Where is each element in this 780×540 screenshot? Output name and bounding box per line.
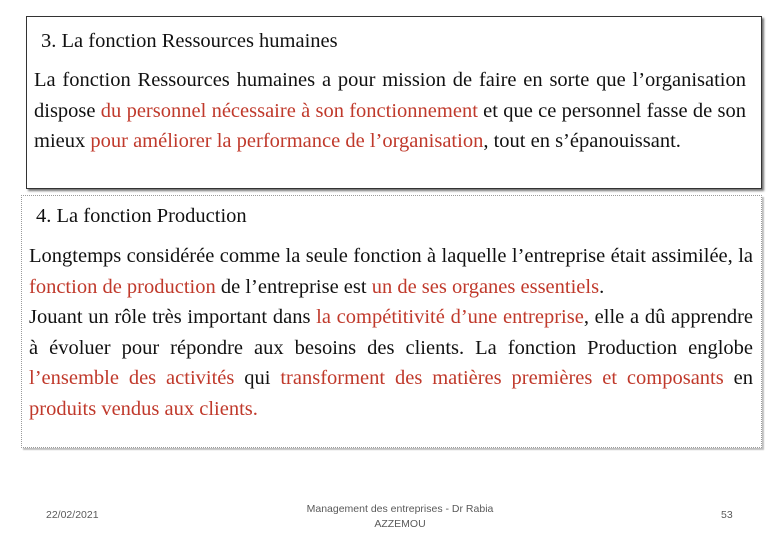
section-4-paragraph-2 [29,302,753,424]
highlighted-text: fonction de production [29,275,216,298]
text-segment: , elle a dû apprendre à évoluer pour répondre aux besoins des clients. La fonction Production englobe [29,306,753,359]
footer-date: 22/02/2021 [46,509,99,521]
text-segment: et que ce personnel fasse de son mieux [34,99,746,152]
highlighted-text: l’ensemble des activités [29,367,235,389]
section-3-paragraph [34,65,746,157]
text-segment: en [723,367,753,389]
text-segment: Jouant un rôle très important dans [29,306,317,328]
section-3-box [26,16,762,189]
text-segment: La fonction Ressources humaines a pour mission de faire en sorte que l’organisation dispose [34,69,746,122]
section-4-box [21,195,762,448]
section-4-title: 4. La fonction Production [36,205,247,227]
section-3-title: 3. La fonction Ressources humaines [41,30,338,52]
footer-page-number: 53 [721,509,733,521]
section-4-body [29,241,753,424]
footer-author-line-2: AZZEMOU [374,518,426,530]
highlighted-text: un de ses organes essentiels [371,275,600,298]
highlighted-text: transforment des matières premières et composants [280,367,724,389]
footer-author [280,502,520,532]
text-segment: Longtemps considérée comme la seule fonction à laquelle l’entreprise était assimilée, la [29,245,753,267]
text-segment: qui [234,367,281,389]
highlighted-text: produits vendus aux clients. [29,397,258,420]
section-3-body [34,65,746,157]
section-4-paragraph-1 [29,241,753,302]
highlighted-text: du personnel nécessaire à son fonctionnement [100,99,478,122]
text-segment: . [599,275,605,298]
highlighted-text: la compétitivité d’une entreprise [316,306,584,328]
text-segment: , tout en s’épanouissant. [483,130,681,152]
footer-author-line-1: Management des entreprises - Dr Rabia [306,503,494,515]
highlighted-text: pour améliorer la performance de l’organisation [90,130,484,152]
text-segment: de l’entreprise est [215,275,372,298]
